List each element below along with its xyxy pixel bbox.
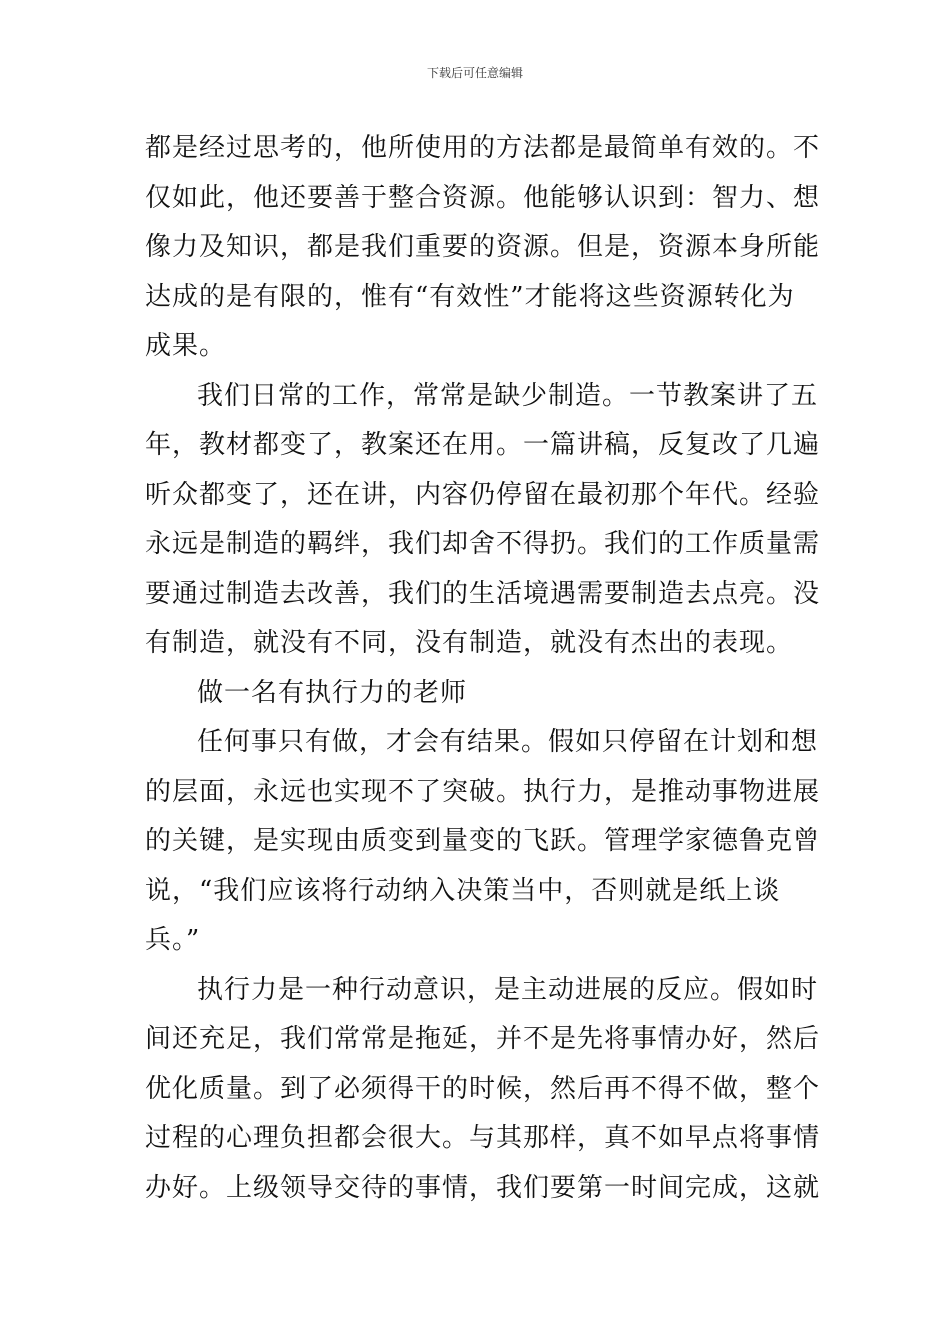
paragraph-1: [145, 124, 821, 372]
text-line: 要通过制造去改善，我们的生活境遇需要制造去点亮。没: [145, 578, 821, 609]
text-line: 说，“我们应该将行动纳入决策当中，否则就是纸上谈: [145, 875, 781, 906]
text-line: 兵。”: [145, 925, 201, 955]
heading-line: 做一名有执行力的老师: [197, 677, 468, 708]
text-line: 都是经过思考的，他所使用的方法都是最简单有效的。不: [145, 133, 821, 163]
text-line: 的关键，是实现由质变到量变的飞跃。管理学家德鲁克曾: [145, 826, 821, 856]
text-line: 办好。上级领导交待的事情，我们要第一时间完成，这就: [145, 1172, 821, 1203]
text-line: 听众都变了，还在讲，内容仍停留在最初那个年代。经验: [145, 479, 821, 510]
text-line: 任何事只有做，才会有结果。假如只停留在计划和想: [197, 727, 819, 757]
paragraph-2: [145, 372, 821, 669]
section-heading: [145, 669, 807, 719]
text-line: 年，教材都变了，教案还在用。一篇讲稿，反复改了几遍: [145, 430, 821, 460]
text-line: 优化质量。到了必须得干的时候，然后再不得不做，整个: [145, 1073, 821, 1104]
text-line: 过程的心理负担都会很大。与其那样，真不如早点将事情: [145, 1123, 821, 1153]
text-line: 有制造，就没有不同，没有制造，就没有杰出的表现。: [145, 628, 794, 658]
text-line: 间还充足，我们常常是拖延，并不是先将事情办好，然后: [145, 1024, 821, 1054]
paragraph-4: [145, 966, 821, 1214]
text-line: 执行力是一种行动意识，是主动进展的反应。假如时: [197, 974, 819, 1005]
text-line: 永远是制造的羁绊，我们却舍不得扔。我们的工作质量需: [145, 529, 821, 559]
text-line: 成果。: [145, 331, 227, 361]
text-line: 像力及知识，都是我们重要的资源。但是，资源本身所能: [145, 232, 821, 262]
text-line: 仅如此，他还要善于整合资源。他能够认识到：智力、想: [145, 182, 821, 213]
text-line: 我们日常的工作，常常是缺少制造。一节教案讲了五: [197, 380, 819, 411]
page-header: 下载后可任意编辑: [426, 66, 523, 80]
paragraph-3: [145, 718, 821, 966]
text-line: 达成的是有限的，惟有“有效性”才能将这些资源转化为: [145, 281, 795, 312]
document-body: [145, 124, 821, 1213]
text-line: 的层面，永远也实现不了突破。执行力，是推动事物进展: [145, 776, 821, 807]
